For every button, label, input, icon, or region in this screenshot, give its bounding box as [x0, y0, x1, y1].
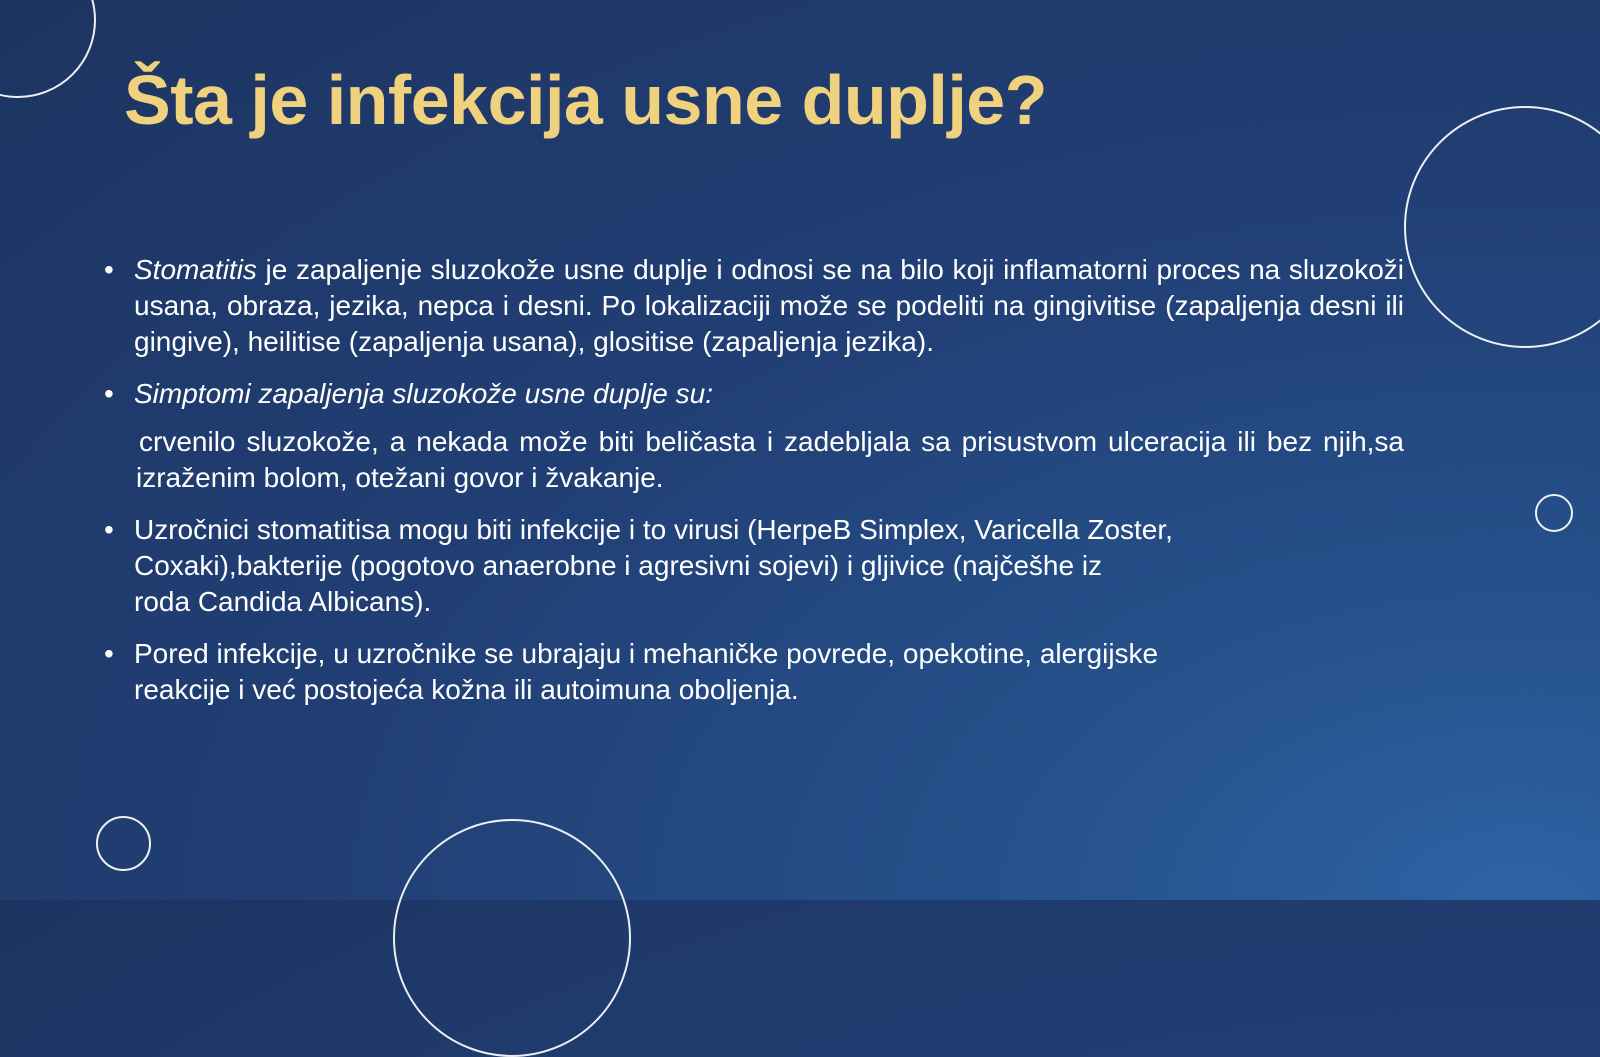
decorative-circle: [96, 816, 151, 871]
symptoms-text: [104, 424, 1404, 496]
italic-heading: Simptomi zapaljenja sluzokože usne duplje su:: [134, 378, 713, 409]
bullet-line: Coxaki),bakterije (pogotovo anaerobne i agresivni sojevi) i gljivice (najčešhe iz: [134, 550, 1103, 581]
bullet-item-other-causes: [104, 636, 1404, 708]
bullet-icon: •: [104, 378, 114, 409]
decorative-circle: [1404, 106, 1600, 348]
decorative-circle: [393, 819, 631, 1057]
bullet-icon: •: [104, 254, 114, 285]
bullet-line: roda Candida Albicans).: [134, 586, 432, 617]
bullet-line: Pored infekcije, u uzročnike se ubrajaju i mehaničke povrede, opekotine, alergijske: [134, 638, 1159, 669]
bullet-line: Uzročnici stomatitisa mogu biti infekcije i to virusi (HerpeB Simplex, Varicella Zoster,: [134, 514, 1173, 545]
decorative-circle: [0, 0, 96, 98]
bullet-list: [104, 252, 1404, 724]
decorative-circle: [1535, 494, 1573, 532]
bullet-icon: •: [104, 638, 114, 669]
bullet-item-stomatitis: [104, 252, 1404, 360]
bullet-item-symptoms-heading: [104, 376, 1404, 412]
bullet-item-causes: [104, 512, 1404, 620]
bullet-text: je zapaljenje sluzokože usne duplje i odnosi se na bilo koji inflamatorni proces na sluzokoži usana, obraza, jezika, nepca i desni. Po lokalizaciji može se podeliti na gingivitise (zapaljenja desni ili gingive), heilitise (zapaljenja usana), glositise (zapaljenja jezika).: [134, 254, 1404, 357]
italic-term: Stomatitis: [134, 254, 257, 285]
slide-title: Šta je infekcija usne duplje?: [124, 61, 1047, 139]
bullet-line: reakcije i već postojeća kožna ili autoimuna oboljenja.: [134, 674, 799, 705]
bullet-icon: •: [104, 514, 114, 545]
symptoms-paragraph: crvenilo sluzokože, a nekada može biti beličasta i zadebljala sa prisustvom ulceracija ili bez njih,sa izraženim bolom, otežani govor i žvakanje.: [136, 426, 1404, 493]
